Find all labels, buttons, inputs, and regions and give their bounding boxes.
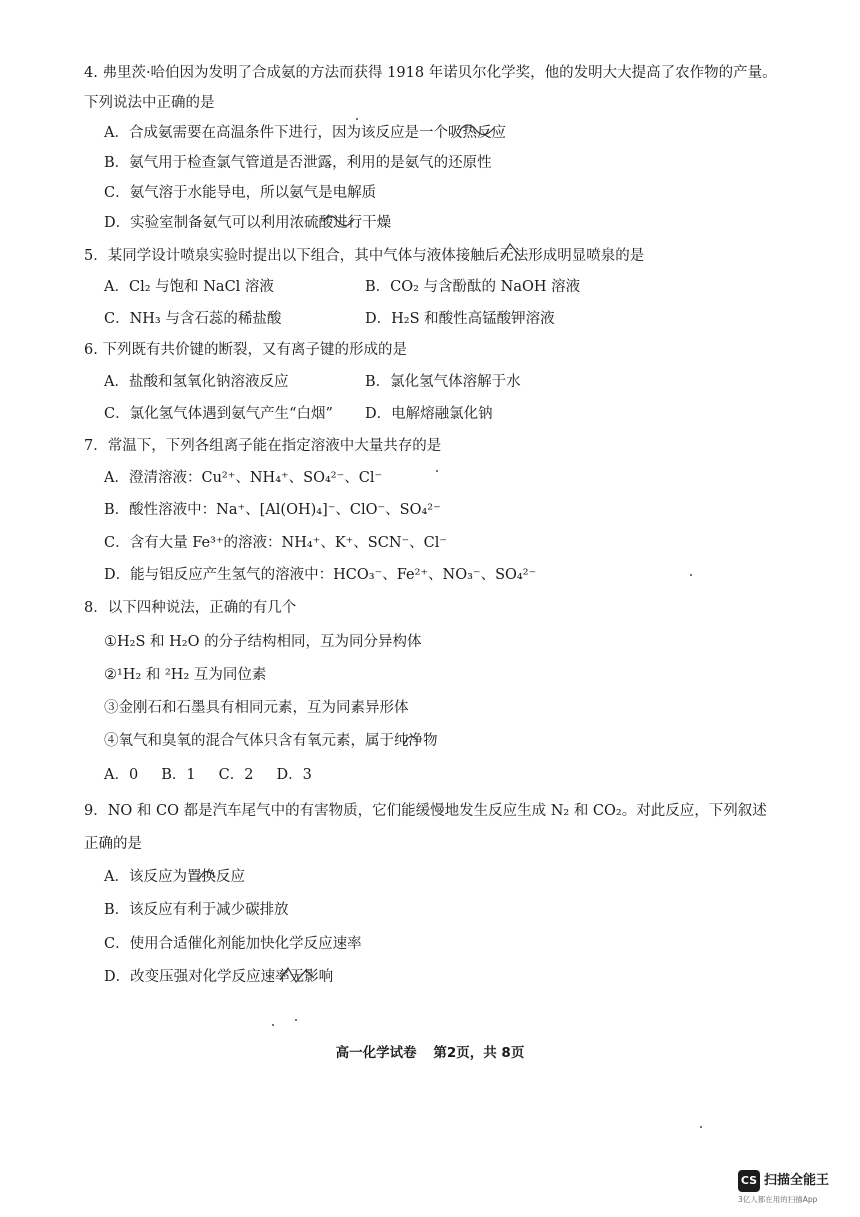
q6-stem: 6. 下列既有共价键的断裂，又有离子键的形成的是 [84, 342, 407, 358]
q9-option-a: A．该反应为置换反应 [104, 869, 245, 885]
q4-option-b: B．氨气用于检查氯气管道是否泄露，利用的是氨气的还原性 [104, 155, 492, 171]
q5-stem: 5．某同学设计喷泉实验时提出以下组合，其中气体与液体接触后无法形成明显喷泉的是 [84, 248, 645, 264]
scanner-watermark [738, 1168, 842, 1204]
pencil-scribble [458, 118, 498, 142]
q4-stem-line2: 下列说法中正确的是 [84, 95, 215, 111]
pencil-scribble [278, 962, 318, 988]
scan-speck [700, 1126, 702, 1128]
q7-option-c: C．含有大量 Fe³⁺的溶液：NH₄⁺、K⁺、SCN⁻、Cl⁻ [104, 535, 448, 551]
scanner-tagline: 3亿人都在用的扫描App [738, 1195, 818, 1204]
q9-option-c: C．使用合适催化剂能加快化学反应速率 [104, 936, 362, 952]
q5-option-d: D．H₂S 和酸性高锰酸钾溶液 [365, 311, 555, 327]
q5-option-a: A．Cl₂ 与饱和 NaCl 溶液 [104, 279, 274, 295]
q4-option-c: C．氨气溶于水能导电，所以氨气是电解质 [104, 185, 377, 201]
page-footer [0, 1041, 860, 1061]
q9-option-d: D．改变压强对化学反应速率无影响 [104, 969, 334, 985]
q8-statement-3: ③金刚石和石墨具有相同元素，互为同素异形体 [104, 700, 409, 716]
footer-page-number: 第2页，共 8页 [433, 1045, 525, 1061]
q4-stem-line1: 4. 弗里茨·哈伯因为发明了合成氨的方法而获得 1918 年诺贝尔化学奖，他的发明大大提高了农作物的产量。 [84, 65, 777, 81]
q5-option-b: B．CO₂ 与含酚酞的 NaOH 溶液 [365, 279, 581, 295]
q9-stem-line2: 正确的是 [84, 836, 142, 852]
q8-statement-2: ②¹H₂ 和 ²H₂ 互为同位素 [104, 667, 267, 683]
q6-option-c: C．氯化氢气体遇到氨气产生“白烟” [104, 406, 333, 422]
pencil-scribble [196, 862, 218, 884]
q8-statement-1: ①H₂S 和 H₂O 的分子结构相同，互为同分异构体 [104, 634, 422, 650]
scan-speck [690, 574, 692, 576]
q6-option-b: B．氯化氢气体溶解于水 [365, 374, 521, 390]
q8-options: A．0 B．1 C．2 D．3 [104, 767, 312, 783]
pencil-scribble [400, 728, 422, 750]
scan-speck [436, 470, 438, 472]
q9-option-b: B．该反应有利于减少碳排放 [104, 902, 289, 918]
scan-speck [356, 118, 358, 120]
q6-option-d: D．电解熔融氯化钠 [365, 406, 493, 422]
scan-speck [272, 1024, 274, 1026]
scan-speck [295, 1019, 297, 1021]
pencil-scribble [498, 240, 524, 262]
q4-option-d: D．实验室制备氨气可以利用浓硫酸进行干燥 [104, 215, 392, 231]
q7-option-a: A．澄清溶液：Cu²⁺、NH₄⁺、SO₄²⁻、Cl⁻ [104, 470, 383, 486]
q7-option-d: D．能与铝反应产生氢气的溶液中：HCO₃⁻、Fe²⁺、NO₃⁻、SO₄²⁻ [104, 567, 537, 583]
q7-option-b: B．酸性溶液中：Na⁺、[Al(OH)₄]⁻、ClO⁻、SO₄²⁻ [104, 502, 441, 518]
footer-title: 高一化学试卷 [335, 1045, 417, 1061]
q4-option-a: A．合成氨需要在高温条件下进行，因为该反应是一个吸热反应 [104, 125, 506, 141]
q7-stem: 7．常温下，下列各组离子能在指定溶液中大量共存的是 [84, 438, 442, 454]
scanner-brand: 扫描全能王 [764, 1173, 830, 1188]
q8-statement-4: ④氧气和臭氧的混合气体只含有氧元素，属于纯净物 [104, 733, 438, 749]
q8-stem: 8．以下四种说法，正确的有几个 [84, 600, 297, 616]
pencil-scribble [322, 207, 356, 231]
q9-stem-line1: 9．NO 和 CO 都是汽车尾气中的有害物质，它们能缓慢地发生反应生成 N₂ 和 CO₂。对此反应，下列叙述 [84, 803, 767, 819]
q5-option-c: C．NH₃ 与含石蕊的稀盐酸 [104, 311, 282, 327]
q6-option-a: A．盐酸和氢氧化钠溶液反应 [104, 374, 289, 390]
scanner-logo-icon: CS [738, 1170, 760, 1192]
